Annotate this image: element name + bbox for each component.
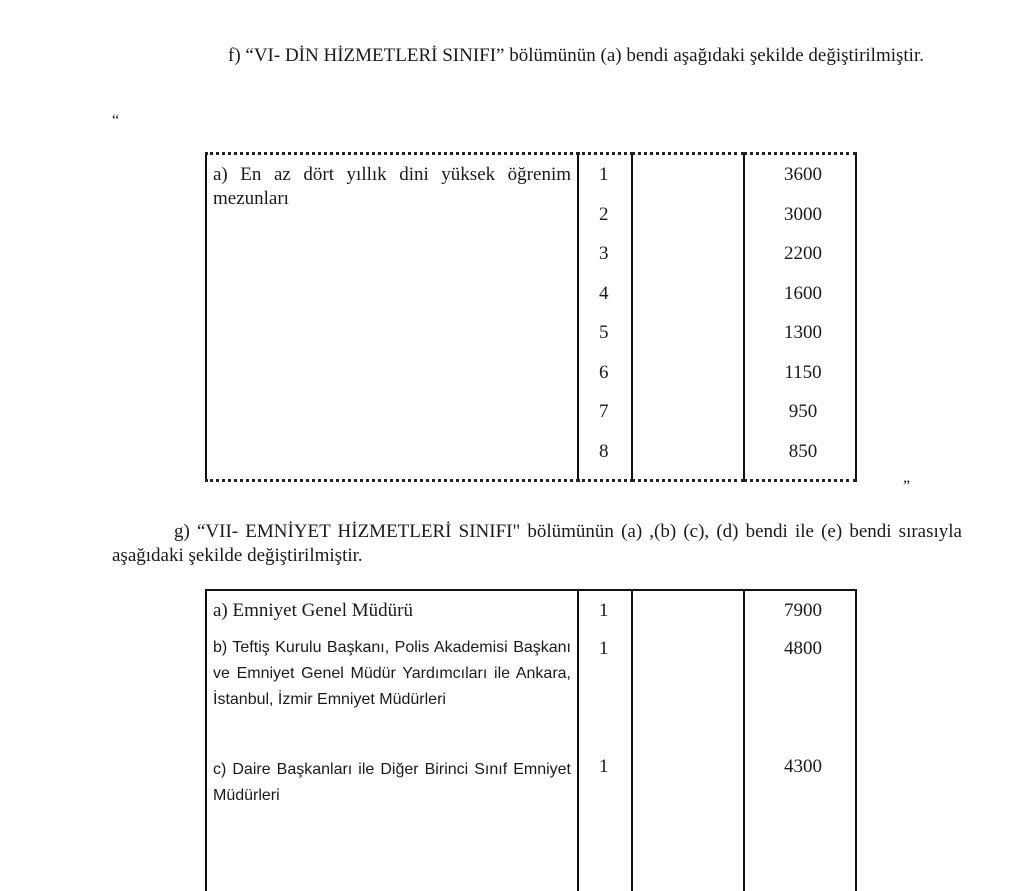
degree-column <box>578 154 632 481</box>
description-text: a) En az dört yıllık dini yüksek öğrenim mezunları <box>213 164 571 209</box>
value-cell: 7900 <box>784 600 822 621</box>
degree-cell: 1 <box>599 164 609 185</box>
section-g-intro <box>112 520 962 568</box>
emniyet-hizmetleri-table <box>205 589 857 891</box>
row-b-description: b) Teftiş Kurulu Başkanı, Polis Akademisi Başkanı ve Emniyet Genel Müdür Yardımcıları ile Ankara, İstanbul, İzmir Emniyet Müdürleri <box>213 639 571 708</box>
row-a-description: a) Emniyet Genel Müdürü <box>213 600 413 621</box>
blank-column <box>632 590 744 891</box>
value-cell: 2200 <box>784 243 822 264</box>
section-f-intro-text: f) “VI- DİN HİZMETLERİ SINIFI” bölümünün (a) bendi aşağıdaki şekilde değiştirilmiştir. <box>228 45 924 66</box>
degree-cell: 1 <box>599 756 609 777</box>
section-g-intro-text: g) “VII- EMNİYET HİZMETLERİ SINIFI" bölümünün (a) ,(b) (c), (d) bendi ile (e) bendi sırasıyla aşağıdaki şekilde değiştirilmiştir. <box>112 521 962 566</box>
degree-cell: 7 <box>599 401 609 422</box>
degree-cell: 8 <box>599 440 609 462</box>
degree-cell: 5 <box>599 322 609 343</box>
description-column <box>206 590 578 891</box>
value-cell: 1300 <box>784 322 822 343</box>
degree-column <box>578 590 632 891</box>
section-f-intro <box>112 44 962 68</box>
value-column <box>744 154 856 481</box>
open-quote: “ <box>112 112 120 129</box>
degree-cell: 4 <box>599 282 609 304</box>
value-column <box>744 590 856 891</box>
value-cell: 1150 <box>784 361 822 383</box>
degree-cell: 3 <box>599 243 609 264</box>
din-hizmetleri-table <box>205 152 857 482</box>
description-cell <box>206 154 578 481</box>
degree-cell: 2 <box>599 203 609 225</box>
value-cell: 4300 <box>784 756 822 777</box>
value-cell: 1600 <box>784 282 822 304</box>
value-cell: 850 <box>788 440 818 462</box>
blank-column <box>632 154 744 481</box>
degree-cell: 6 <box>599 361 609 383</box>
value-cell: 3000 <box>784 203 822 225</box>
value-cell: 950 <box>788 401 818 422</box>
value-cell: 4800 <box>784 638 822 659</box>
degree-cell: 1 <box>599 638 609 659</box>
close-quote: ” <box>903 478 911 495</box>
value-cell: 3600 <box>784 164 822 185</box>
degree-cell: 1 <box>599 600 609 621</box>
row-c-description: c) Daire Başkanları ile Diğer Birinci Sınıf Emniyet Müdürleri <box>213 761 571 804</box>
